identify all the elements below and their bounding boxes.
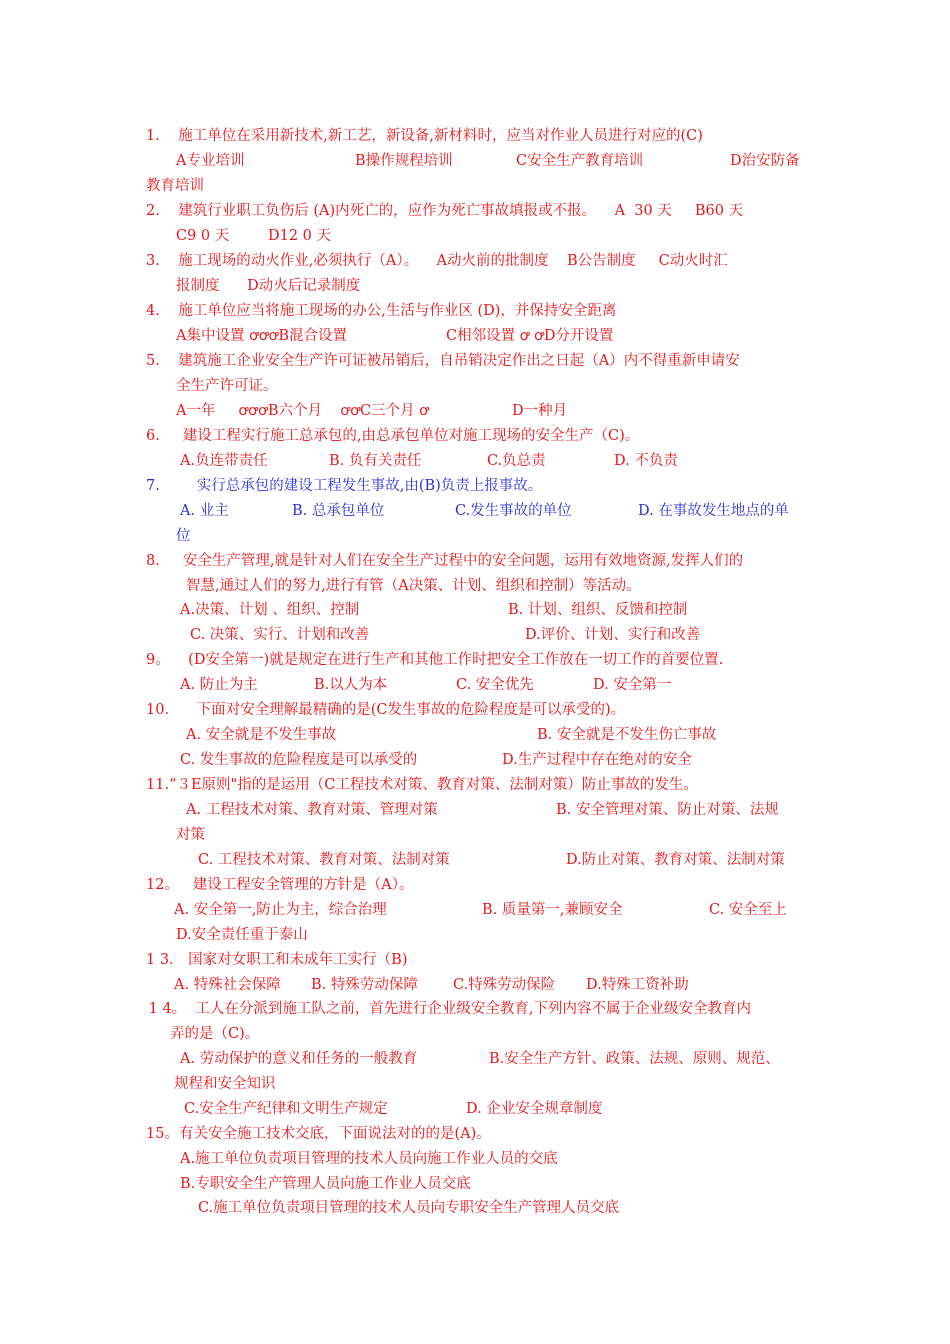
question-8-text: 8. 安全生产管理,就是针对人们在安全生产过程中的安全问题，运用有效地资源,发挥人们的	[146, 553, 744, 569]
question-7-text: 7. 实行总承包的建设工程发生事故,由(B)负责上报事故。	[146, 478, 543, 494]
question-12-option-d: D.安全责任重于泰山	[176, 927, 308, 943]
question-1-continuation: 教育培训	[146, 178, 204, 194]
question-11-option-b: B. 安全管理对策、防止对策、法规	[556, 802, 779, 818]
question-11-continuation: 对策	[176, 827, 205, 843]
question-4-text: 4. 施工单位应当将施工现场的办公,生活与作业区 (D)，并保持安全距离	[146, 303, 617, 319]
question-14-option-d: D. 企业安全规章制度	[466, 1101, 603, 1117]
question-7-option-b: B. 总承包单位	[292, 503, 385, 519]
question-8-option-b: B. 计划、组织、反馈和控制	[508, 602, 688, 618]
question-9-text: 9。 (D安全第一)就是规定在进行生产和其他工作时把安全工作放在一切工作的首要位置.	[146, 652, 724, 668]
question-7-option-a: A. 业主	[180, 503, 229, 519]
question-14-continuation: 规程和安全知识	[174, 1076, 276, 1092]
question-11-option-c: C. 工程技术对策、教育对策、法制对策	[198, 852, 450, 868]
question-15-option-b: B.专职安全生产管理人员向施工作业人员交底	[180, 1176, 471, 1192]
question-2-option-d: D12 0 天	[268, 228, 332, 244]
question-2-text: 2. 建筑行业职工负伤后 (A)内死亡的，应作为死亡事故填报或不报。 A 30 天 B60 天	[146, 203, 744, 219]
question-13-option-c: C.特殊劳动保险	[453, 977, 556, 993]
question-4-option-cd: C相邻设置 ꝍ ꝍD分开设置	[446, 328, 614, 344]
question-9-option-a: A. 防止为主	[180, 677, 258, 693]
question-6-option-d: D. 不负责	[614, 453, 678, 469]
question-1-option-b: B操作规程培训	[355, 153, 453, 169]
question-6-option-a: A.负连带责任	[180, 453, 268, 469]
question-9-option-b: B.以人为本	[314, 677, 388, 693]
question-13-option-b: B. 特殊劳动保障	[311, 977, 418, 993]
question-5-option-abc: A一年 ꝍꝍꝍB六个月 ꝍꝍC三个月 ꝍ	[176, 403, 429, 419]
question-1-text: 1. 施工单位在采用新技术,新工艺，新设备,新材料时，应当对作业人员进行对应的(C)	[146, 128, 703, 144]
question-14-text-line2: 弄的是（C)。	[170, 1026, 260, 1042]
question-5-text-line2: 全生产许可证。	[176, 378, 278, 394]
question-1-option-d: D治安防备	[730, 153, 800, 169]
question-14-option-c: C.安全生产纪律和文明生产规定	[184, 1101, 388, 1117]
question-14-option-b: B.安全生产方针、政策、法规、原则、规范、	[489, 1051, 780, 1067]
question-5-text: 5. 建筑施工企业安全生产许可证被吊销后，自吊销决定作出之日起（A）内不得重新申请安	[146, 353, 740, 369]
question-3-text: 3. 施工现场的动火作业,必须执行（A）。 A动火前的批制度 B公告制度 C动火时汇	[146, 253, 728, 269]
question-1-option-a: A专业培训	[176, 153, 245, 169]
question-15-option-a: A.施工单位负责项目管理的技术人员向施工作业人员的交底	[180, 1151, 558, 1167]
question-12-option-c: C. 安全至上	[709, 902, 787, 918]
question-12-option-a: A. 安全第一,防止为主，综合治理	[174, 902, 387, 918]
question-4-option-ab: A集中设置 ꝍꝍꝍB混合设置	[176, 328, 348, 344]
question-8-option-c: C. 决策、实行、计划和改善	[190, 627, 370, 643]
question-9-option-d: D. 安全第一	[593, 677, 672, 693]
question-13-option-d: D.特殊工资补助	[586, 977, 689, 993]
question-6-option-c: C.负总责	[487, 453, 546, 469]
question-10-text: 10. 下面对安全理解最精确的是(C发生事故的危险程度是可以承受的)。	[146, 702, 626, 718]
question-12-text: 12。 建设工程安全管理的方针是（A）。	[146, 877, 414, 893]
question-13-text: 1 3． 国家对女职工和未成年工实行（B)	[146, 952, 408, 968]
question-10-option-c: C. 发生事故的危险程度是可以承受的	[180, 752, 418, 768]
question-10-option-d: D.生产过程中存在绝对的安全	[502, 752, 692, 768]
question-2-option-c: C9 0 天	[176, 228, 230, 244]
question-8-text-line2: 智慧,通过人们的努力,进行有管（A决策、计划、组织和控制）等活动。	[186, 578, 641, 594]
question-14-option-a: A. 劳动保护的意义和任务的一般教育	[180, 1051, 418, 1067]
question-5-option-d: D一种月	[512, 403, 568, 419]
question-15-option-c: C.施工单位负责项目管理的技术人员向专职安全生产管理人员交底	[198, 1200, 620, 1216]
question-13-option-a: A. 特殊社会保障	[174, 977, 281, 993]
question-12-option-b: B. 质量第一,兼顾安全	[482, 902, 623, 918]
question-14-text: 1 4。 工人在分派到施工队之前，首先进行企业级安全教育,下列内容不属于企业级安全教育内	[144, 1001, 751, 1017]
question-6-text: 6. 建设工程实行施工总承包的,由总承包单位对施工现场的安全生产（C)。	[146, 428, 640, 444]
question-6-option-b: B. 负有关责任	[329, 453, 422, 469]
question-7-option-c: C.发生事故的单位	[455, 503, 572, 519]
question-7-option-d: D. 在事故发生地点的单	[638, 503, 789, 519]
question-9-option-c: C. 安全优先	[456, 677, 534, 693]
question-3-continuation: 报制度 D动火后记录制度	[176, 278, 361, 294]
question-11-option-d: D.防止对策、教育对策、法制对策	[566, 852, 785, 868]
question-10-option-a: A. 安全就是不发生事故	[186, 727, 337, 743]
question-11-text: 11.“３E原则"指的是运用（C工程技术对策、教育对策、法制对策）防止事故的发生。	[146, 777, 698, 793]
question-8-option-a: A.决策、计划 、组织、控制	[180, 602, 360, 618]
question-11-option-a: A. 工程技术对策、教育对策、管理对策	[186, 802, 438, 818]
question-7-continuation: 位	[176, 528, 191, 544]
question-1-option-c: C安全生产教育培训	[516, 153, 644, 169]
question-15-text: 15。有关安全施工技术交底，下面说法对的的是(A)。	[146, 1126, 491, 1142]
question-8-option-d: D.评价、计划、实行和改善	[525, 627, 701, 643]
question-10-option-b: B. 安全就是不发生伤亡事故	[537, 727, 717, 743]
